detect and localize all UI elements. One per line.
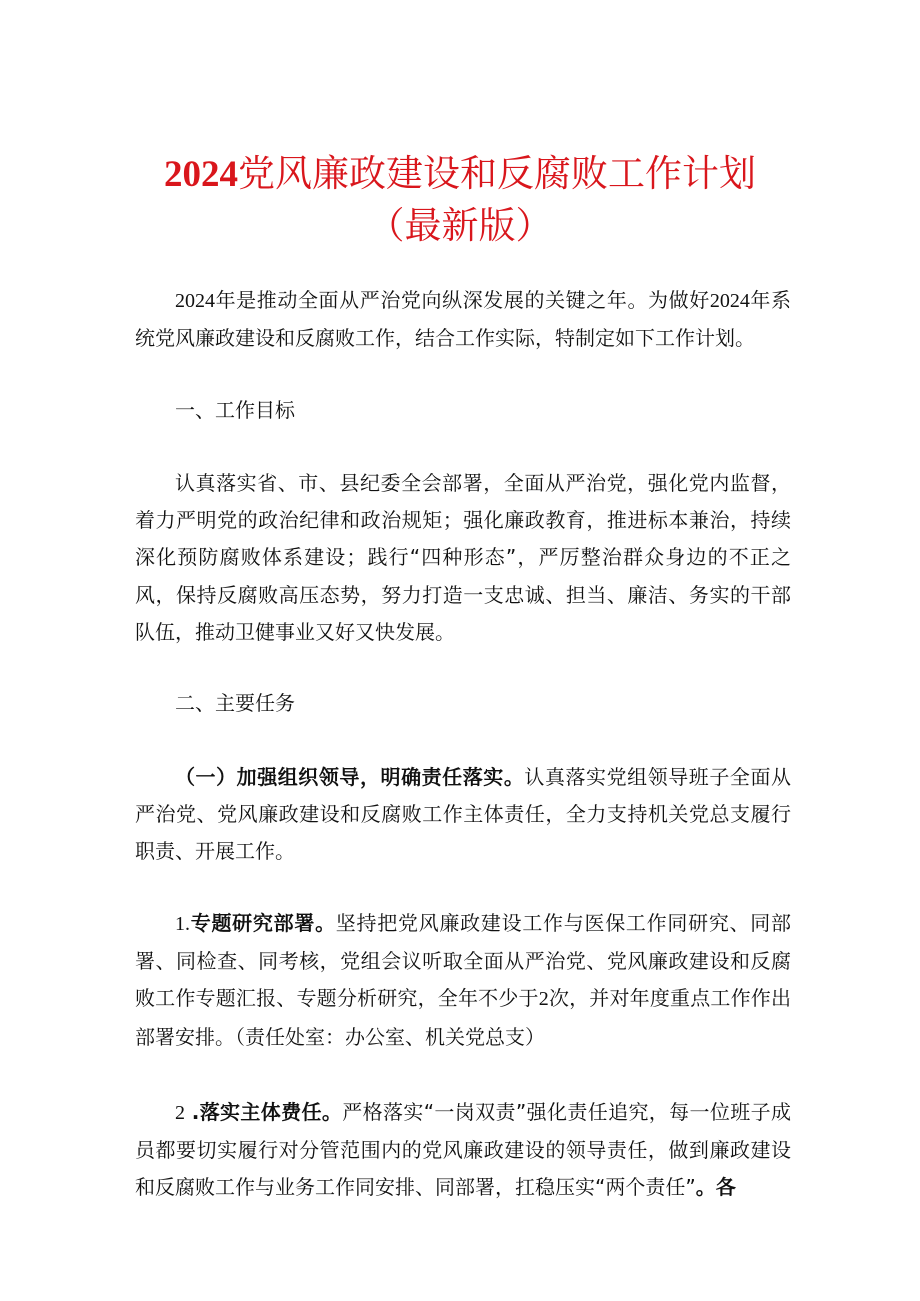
task-1-lead: （一）加强组织领导，明确责任落实。 — [175, 765, 525, 789]
item-2-body-a: 严格落实“一岗双责”强化责任追究，每一位班子成员都要切实履行对分管范围内的党风廉政建设的领导责任，做到廉政建设和反腐败工作与业务工作同安排、同部署，扛稳压实“两个责任” — [135, 1100, 791, 1200]
task-1-paragraph — [135, 759, 791, 871]
item-1-number: 1. — [175, 913, 190, 935]
item-2-paragraph — [135, 1094, 791, 1207]
document-title — [0, 148, 920, 201]
title-main: 党风廉政建设和反腐败工作计划 — [238, 152, 756, 195]
item-1-lead: 专题研究部署。 — [190, 911, 336, 935]
item-2-body-b: 。各 — [695, 1175, 736, 1200]
item-1-body-a: 坚持把党风廉政建设工作与医保工作同研究、同部署、同检查、同考核，党组会议听取全面从严治党、党风廉政建设和反腐败工作专题汇报、专题分析研究，全年不少于 — [135, 911, 792, 1011]
item-2-number: 2 — [175, 1102, 185, 1124]
intro-paragraph — [135, 282, 791, 357]
intro-text-2: 年系统党风廉政建设和反腐败工作，结合工作实际，特制定如下工作计划。 — [135, 288, 792, 351]
item-2-lead: .落实主体费任。 — [191, 1100, 343, 1124]
intro-year-2: 2024 — [709, 290, 750, 312]
intro-text-1: 年是推动全面从严治党向纵深发展的关键之年。为做好 — [215, 288, 710, 312]
document-subtitle: （最新版） — [367, 204, 553, 247]
item-1-times: 2 — [538, 988, 549, 1011]
goals-paragraph: 认真落实省、市、县纪委全会部署，全面从严治党，强化党内监督，着力严明党的政治纪律和政治规矩；强化廉政教育，推进标本兼治，持续深化预防腐败体系建设；践行“四种形态”，严厉整治群众身边的不正之风，保持反腐败高压态势，努力打造一支忠诚、担当、廉洁、务实的干部队伍，推动卫健事业又好又快发展。 — [135, 471, 791, 644]
item-1-body-b: 次，并对年度重点工作作出部署安排。（责任处室：办公室、机关党总支） — [135, 986, 791, 1049]
item-1-paragraph — [135, 905, 791, 1056]
intro-year-1: 2024 — [175, 290, 215, 312]
task-1-body: 认真落实党组领导班子全面从严治党、党风廉政建设和反腐败工作主体责任，全力支持机关党总支履行职责、开展工作。 — [135, 765, 792, 864]
section-heading-tasks: 二、主要任务 — [175, 691, 295, 715]
section-heading-goals: 一、工作目标 — [175, 398, 295, 422]
title-year: 2024 — [164, 154, 238, 195]
